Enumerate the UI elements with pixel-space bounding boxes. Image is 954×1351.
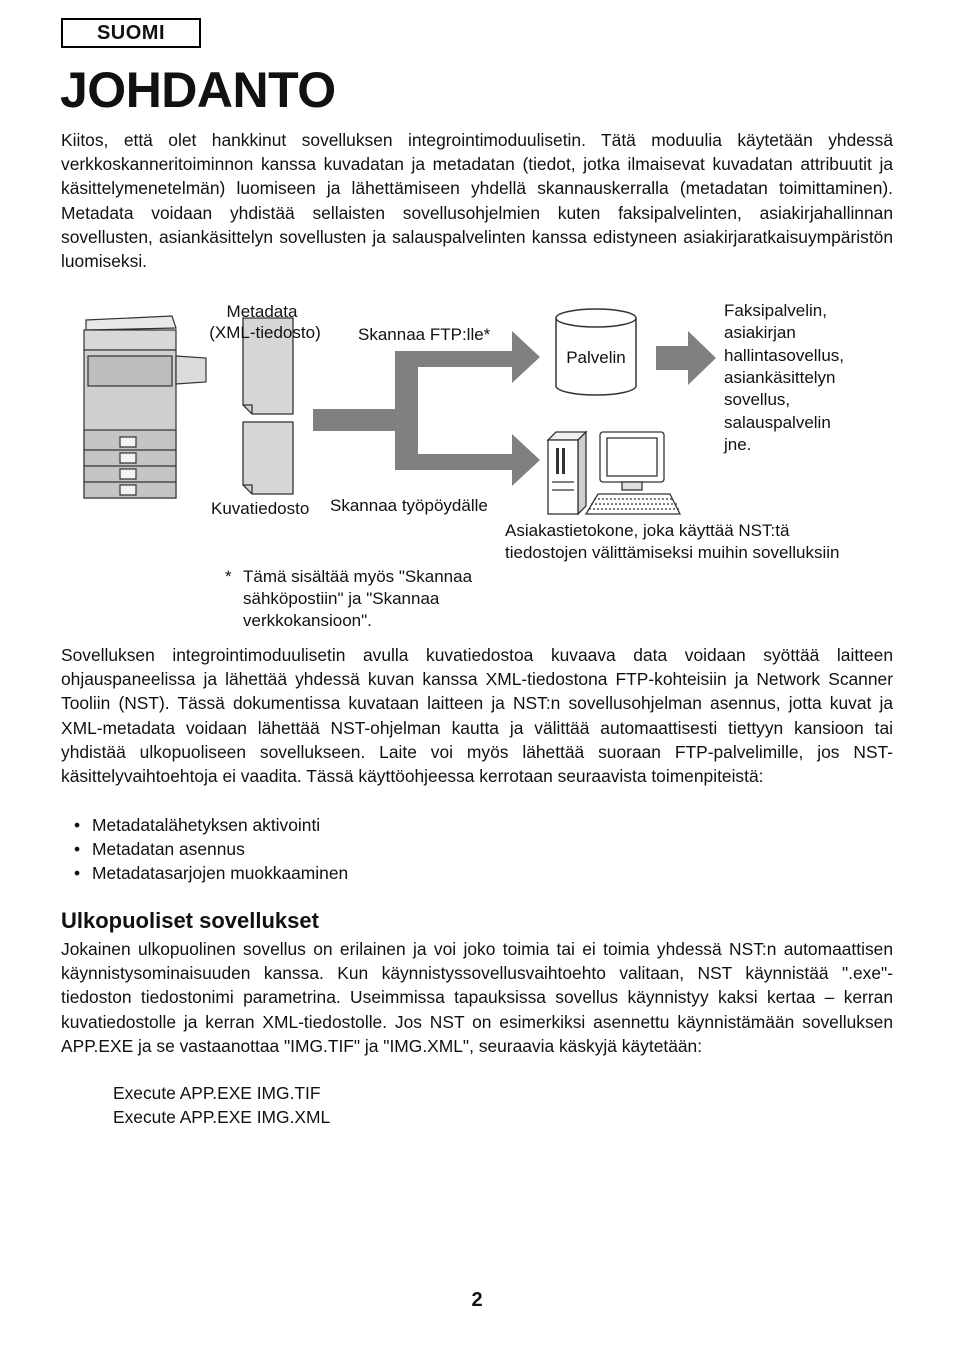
- client-label-line2: tiedostojen välittämiseksi muihin sovelluksiin: [505, 543, 840, 562]
- client-pc-icon: [548, 432, 680, 514]
- workflow-diagram: [0, 0, 954, 640]
- image-file-icon: [243, 422, 293, 494]
- svg-text:salauspalvelin: salauspalvelin: [724, 413, 831, 432]
- svg-text:hallintasovellus,: hallintasovellus,: [724, 346, 845, 365]
- split-arrow: [313, 331, 540, 486]
- intro-paragraph: Kiitos, että olet hankkinut sovelluksen integrointimoduulisetin. Tätä moduulia käytetään yhdessä verkkoskanneritoiminnon kanssa kuvadatan ja metadatan (tiedot, jotka ilmaisevat kuvadatan attribuutit ja käsittelymenetelmän) luomiseen ja lähettämiseen yhdellä skannauskerralla (metadatan toimittaminen). Metadata voidaan yhdistää sellaisten sovellusohjelmien kuten faksipalvelinten, asiakirjahallinnan sovellusten, asiankäsittelyn sovellusten ja salauspalvelinten kanssa edistyneen asiakirjaratkaisuympäristön luomiseksi.: [61, 130, 893, 272]
- language-label: SUOMI: [61, 18, 201, 48]
- scan-ftp-label: Skannaa FTP:lle*: [358, 325, 491, 344]
- body-paragraph: Sovelluksen integrointimoduulisetin avulla kuvatiedostoa kuvaava data voidaan syöttää laitteen ohjauspaneelissa ja lähettää yhdessä kuvan kanssa XML-tiedostona FTP-kohteisiin ja Network Scanner Tooliin (NST). Tässä dokumentissa kuvataan laitteen ja NST:n sovellusohjelman asennus, jotta kuvat ja XML-metadata voidaan lähettää NST-ohjelman kautta ja välittää automaattisesti tiettyyn kansioon tai yhdistää ulkopuoliseen sovellukseen. Laite voi myös lähettää suoraan FTP-palvelimille, jos NST-käsittelyvaihtoehtoja ei vaadita. Tässä käyttöohjeessa kerrotaan seuraavista toimenpiteistä:: [61, 645, 893, 787]
- svg-text:asiankäsittelyn: asiankäsittelyn: [724, 368, 836, 387]
- svg-text:Faksipalvelin,: Faksipalvelin,: [724, 301, 827, 320]
- svg-text:sovellus,: sovellus,: [724, 390, 791, 409]
- list-item: • Metadatan asennus: [74, 837, 348, 861]
- image-file-label: Kuvatiedosto: [211, 499, 310, 518]
- svg-text:jne.: jne.: [724, 435, 752, 454]
- server-label: Palvelin: [566, 348, 626, 367]
- footnote-marker: *: [225, 567, 232, 586]
- metadata-label-line2: (XML-tiedosto): [209, 323, 321, 342]
- section-paragraph: Jokainen ulkopuolinen sovellus on erilainen ja voi joko toimia tai ei toimia yhdessä NST:n automaattisen käynnistysominaisuuden kanssa. Kun käynnistyssovellusvaihtoehto valitaan, NST käynnistää ".exe"-tiedoston tiedostonimi parametrina. Useimmissa tapauksissa sovellus käynnistyy kaksi kertaa – kerran kuvatiedostolle ja kerran XML-tiedostolle. Jos NST on esimerkiksi asennettu käynnistämään sovelluksen APP.EXE ja se vastaanottaa "IMG.TIF" ja "IMG.XML", seuraavia käskyjä käytetään:: [61, 939, 893, 1056]
- svg-text:asiakirjan: asiakirjan: [724, 323, 796, 342]
- apps-label: [723, 301, 844, 454]
- command-line: Execute APP.EXE IMG.XML: [113, 1107, 331, 1127]
- copier-illustration: [84, 316, 206, 498]
- list-item: • Metadatalähetyksen aktivointi: [74, 813, 348, 837]
- apps-arrow: [656, 331, 716, 385]
- command-line: Execute APP.EXE IMG.TIF: [113, 1083, 321, 1103]
- section-heading: Ulkopuoliset sovellukset: [61, 908, 319, 933]
- metadata-label-line1: Metadata: [226, 302, 298, 321]
- scan-desktop-label: Skannaa työpöydälle: [330, 496, 488, 515]
- task-list: [74, 813, 348, 886]
- page-title: JOHDANTO: [60, 62, 336, 118]
- client-label-line1: Asiakastietokone, joka käyttää NST:tä: [505, 521, 790, 540]
- list-item: • Metadatasarjojen muokkaaminen: [74, 861, 348, 885]
- footnote-text: Tämä sisältää myös "Skannaa sähköpostiin" ja "Skannaa verkkokansioon".: [243, 567, 473, 630]
- page-number: 2: [471, 1289, 483, 1311]
